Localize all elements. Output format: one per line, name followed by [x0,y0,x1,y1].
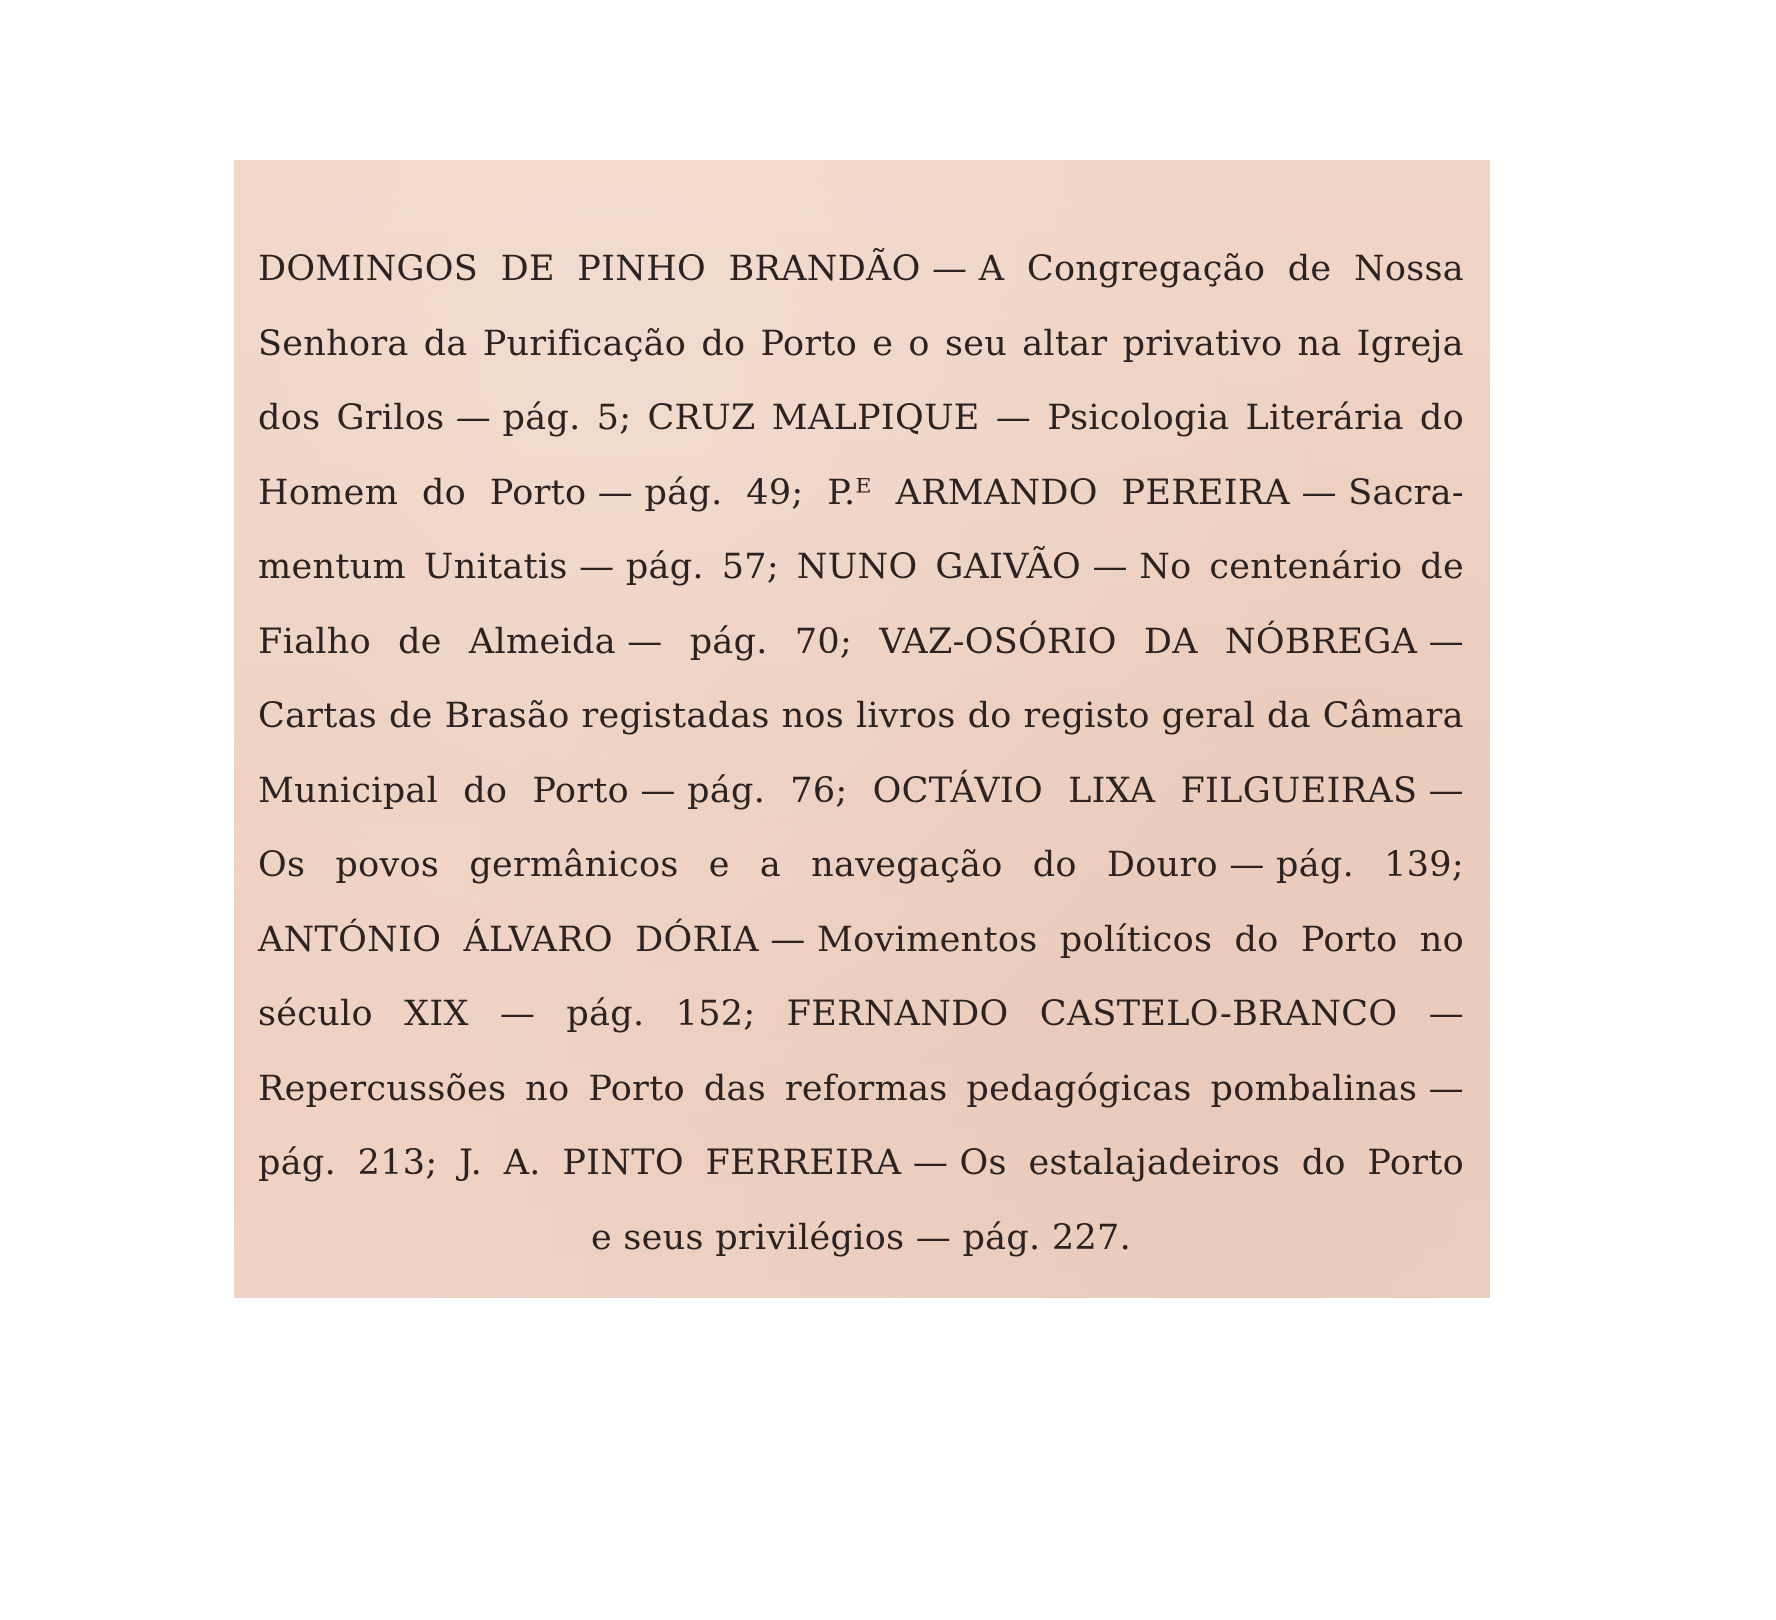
text-word: 49; [746,472,804,513]
text-word: centenário [1209,547,1403,587]
text-line [258,903,1464,978]
text-line [258,307,1464,382]
text-line [258,381,1464,456]
table-of-contents-text [258,232,1464,1275]
text-word: pág. [689,621,768,662]
text-word: o [908,323,930,364]
text-word: registo [1023,696,1150,736]
text-word: PINTO [562,1143,684,1183]
text-word: NÓBREGA — [1224,621,1464,662]
text-word: J. [459,1143,483,1183]
text-word: Cartas [258,696,378,736]
text-word: PEREIRA — Sacra- [1121,472,1464,513]
text-word: de [388,696,433,736]
text-word: Douro — pág. [1106,845,1355,885]
text-word: VAZ-OSÓRIO [879,621,1117,662]
text-word: do [1032,845,1077,885]
text-word: DÓRIA — Movimentos [635,919,1038,960]
text-word: nos [781,696,845,736]
text-word: de [1287,249,1332,289]
text-word: Almeida — [468,621,663,662]
text-word: da [1266,696,1311,736]
text-word: do [463,770,508,811]
text-word: pedagógicas [966,1068,1192,1109]
text-word: A. [503,1143,541,1183]
text-word: DA [1143,621,1198,662]
text-word: altar [1022,323,1108,364]
text-word: no [1419,919,1464,960]
text-word: pombalinas — [1210,1068,1464,1109]
text-word: Repercussões [258,1068,507,1109]
text-line [258,754,1464,829]
text-word: no [525,1068,570,1109]
text-word: e [872,323,894,364]
text-word: ARMANDO [895,472,1098,513]
text-word: do [1301,1143,1346,1183]
text-word: 70; [794,621,853,662]
text-word: de [398,621,442,662]
text-word: Grilos — pág. [336,398,581,438]
text-word: Porto — pág. [489,472,723,513]
text-word: germânicos [469,845,679,885]
text-word: estalajadeiros [1028,1143,1281,1183]
text-word: Senhora [258,323,409,364]
text-word: Homem [258,472,399,513]
text-word: livros [855,696,956,736]
text-word: Os [258,845,306,885]
text-line [258,605,1464,680]
text-word: do [1419,398,1464,438]
text-word: geral [1161,696,1256,736]
text-word: FERNANDO [786,994,1009,1034]
text-word: século [258,994,373,1034]
text-word: Municipal [258,770,439,811]
text-word: FILGUEIRAS — [1180,770,1464,811]
text-word: dos [258,398,321,438]
text-word: Porto [760,323,858,364]
text-word: Porto [1367,1143,1464,1183]
text-word: registadas [581,696,770,736]
text-word: Unitatis — pág. [423,547,704,587]
text-word: GAIVÃO — No [935,547,1192,587]
text-word: na [1297,323,1342,364]
text-word: Purificação [482,323,687,364]
text-word: 213; [357,1143,438,1183]
text-word: navegação [811,845,1003,885]
text-word: do [967,696,1012,736]
text-word: Câmara [1322,696,1464,736]
text-word: Psicologia [1047,398,1230,438]
text-word: Fialho [258,621,371,662]
text-word: CRUZ [647,398,756,438]
text-word: Nossa [1353,249,1464,289]
text-word: do [701,323,746,364]
text-word: LIXA [1068,770,1156,811]
text-word: Congregação [1026,249,1266,289]
text-word: PINHO [577,249,707,289]
text-word: DE [500,249,555,289]
text-line [258,232,1464,307]
text-word: e seus privilégios — pág. 227. [590,1217,1132,1258]
text-word: Porto [1300,919,1398,960]
text-word: OCTÁVIO [872,770,1043,811]
text-word: MALPIQUE [771,398,980,438]
text-word: a [759,845,782,885]
text-word: NUNO [796,547,918,587]
text-word: FERREIRA — Os [705,1143,1007,1183]
text-word: de [1420,547,1464,587]
text-word: Porto [588,1068,685,1109]
text-word: 76; [790,770,848,811]
text-word: Brasão [444,696,570,736]
text-word: do [421,472,467,513]
text-word: ÁLVARO [463,919,613,960]
text-word: seu [944,323,1008,364]
text-word: mentum [258,547,407,587]
text-line [258,1201,1464,1276]
text-word: políticos [1059,919,1213,960]
text-line [258,530,1464,605]
text-word: pág. [566,994,645,1034]
text-line [258,1052,1464,1127]
text-word: e [708,845,730,885]
text-word: CASTELO-BRANCO [1039,994,1398,1034]
text-word: da [423,323,468,364]
text-word: — [499,994,536,1034]
text-word: DOMINGOS [258,249,479,289]
text-word: 139; [1384,845,1464,885]
text-line [258,828,1464,903]
text-word: — [995,398,1032,438]
text-line [258,679,1464,754]
text-word: Porto — pág. [532,770,766,811]
text-word: Igreja [1356,323,1464,364]
text-word: ANTÓNIO [258,919,442,960]
text-word: reformas [784,1068,948,1109]
text-word: 5; [596,398,632,438]
text-word: povos [335,845,440,885]
text-line [258,456,1464,531]
text-word: 152; [675,994,756,1034]
text-word: pág. [258,1143,337,1183]
text-word: das [703,1068,766,1109]
scanned-page [234,160,1490,1298]
text-line [258,977,1464,1052]
text-word: Literária [1245,398,1404,438]
text-word: privativo [1122,323,1283,364]
text-word: P.ᴱ [827,472,872,513]
text-word: 57; [721,547,779,587]
text-word: do [1234,919,1279,960]
text-line [258,1126,1464,1201]
text-word: — [1428,994,1464,1034]
text-word: XIX [404,994,469,1034]
text-word: BRANDÃO — A [728,249,1005,289]
